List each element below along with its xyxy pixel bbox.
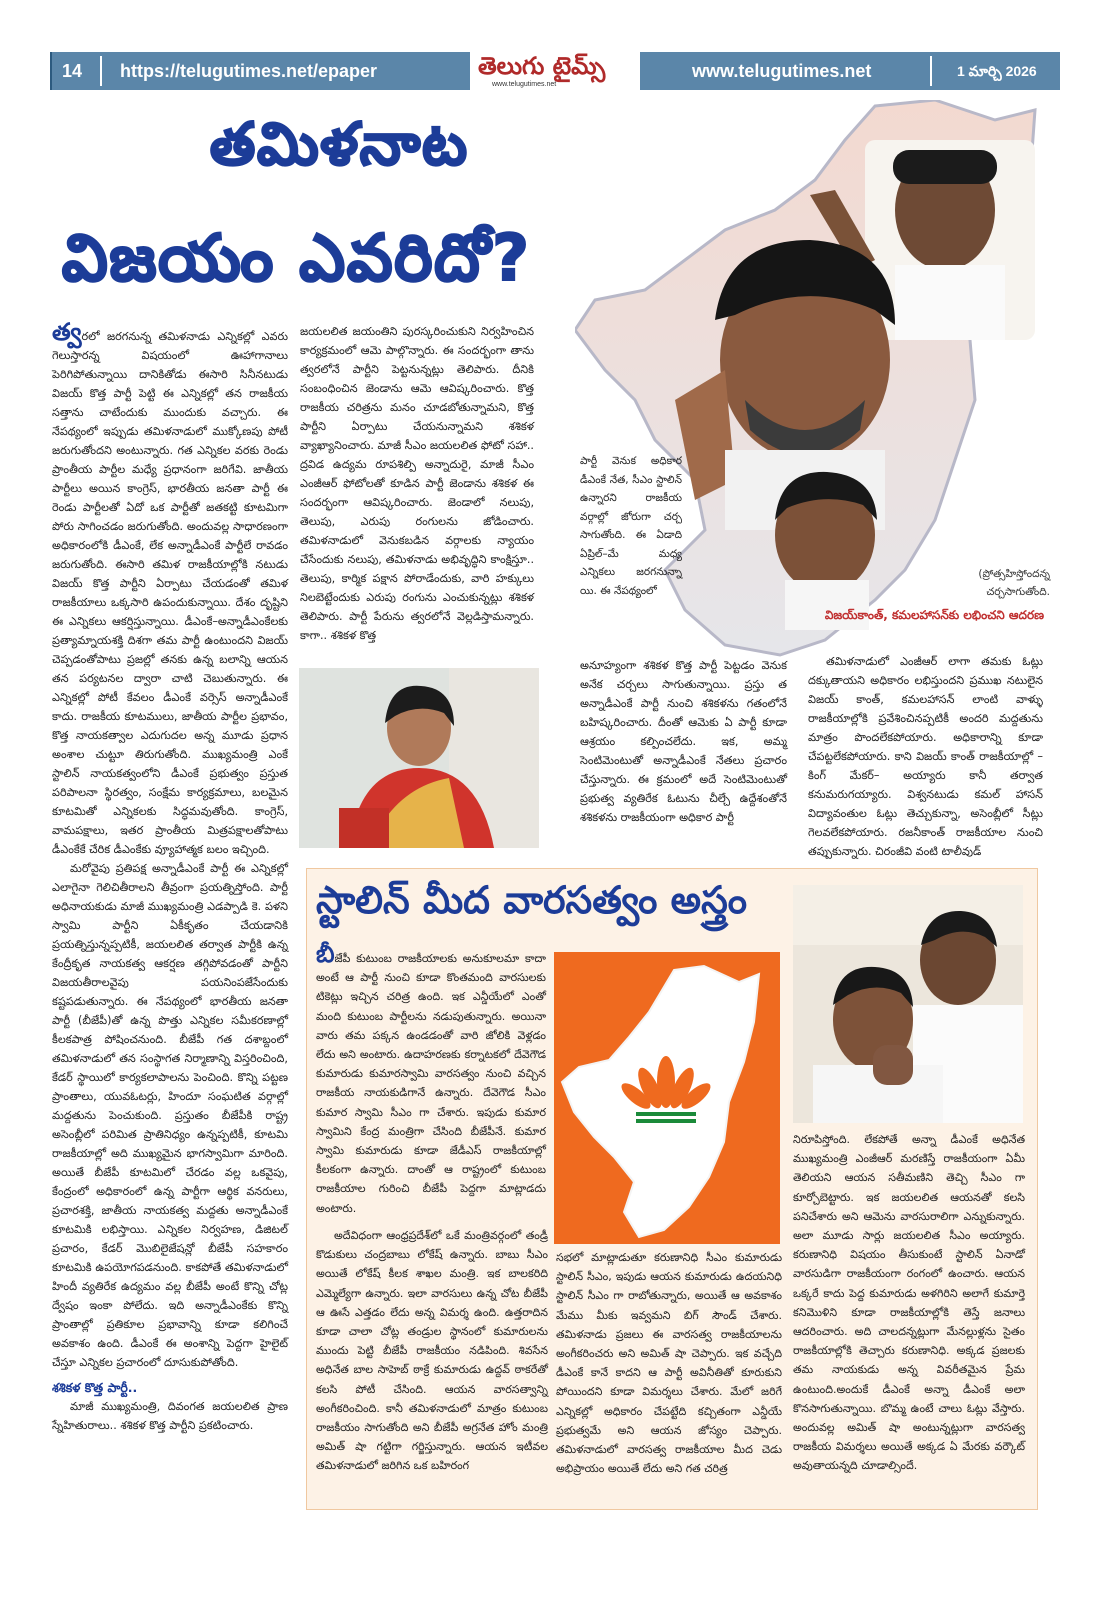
article-column-4 [808,652,1043,861]
photo-sasikala [299,668,539,848]
bjp-map-graphic [554,952,780,1244]
header-separator [930,56,932,86]
article-column-3-top [580,452,682,600]
paragraph: జయలలిత జయంతిని పురస్కరించుకుని నిర్వహించిన కార్యక్రమంలో ఆమె పాల్గొన్నారు. ఈ సందర్భంగా తాను త్వరలోనే పార్టీని పెట్టనున్నట్లు తెలిపారు. దీనికి సంబంధించిన జెండాను ఆమె ఆవిష్కరించారు. కొత్త రాజకీయ చరిత్రను మనం చూడబోతున్నామని, కొత్త పార్టీని ఏర్పాటు చేయనున్నామని శశికళ వ్యాఖ్యానించారు. మాజీ సీఎం జయలలిత ఫోటో సహా.. ద్రవిడ ఉద్యమ రూపశిల్పి అన్నాదురై, మాజీ సీఎం ఎంజీఆర్‌ ఫోటోలతో కూడిన పార్టీ జెండాను శశికళ ఈ సందర్భంగా ఆవిష్కరించారు. జెండాలో నలుపు, తెలుపు, ఎరుపు రంగులను జోడించారు. తమిళనాడులో వెనుకబడిన వర్గాలకు న్యాయం చేసేందుకు నలుపు, తమిళనాడు అభివృద్ధిని కాంక్షిస్తూ.. తెలుపు, కార్మిక పక్షాన పోరాడేందుకు, వారి హక్కులు నిలబెట్టేందుకు ఎరుపు రంగును ఎంచుకున్నట్లు శశికళ తెలిపారు. పార్టీ పేరును త్వరలోనే వెల్లడిస్తామన్నారు. కాగా.. శశికళ కొత్త [300,325,534,642]
page-number: 14 [62,61,83,81]
site-link[interactable]: www.telugutimes.net [692,61,872,81]
headline-line-2: విజయం ఎవరిదో? [62,222,532,296]
header-bar [52,52,1060,90]
sidebar-column-2 [556,1248,782,1478]
paragraph: రలో జరగనున్న తమిళనాడు ఎన్నికల్లో ఎవరు గెలుస్తారన్న విషయంలో ఊహాగానాలు పెరిగిపోతున్నాయి దానికితోడు ఈసారి సినీనటుడు విజయ్‌ కొత్త పార్టీ పెట్టి ఈ ఎన్నికల్లో తన రాజకీయ సత్తాను చాటేందుకు ముందుకు వచ్చారు. ఈ నేపథ్యంలో ఇప్పుడు తమిళనాడులో ముక్కోణపు పోటీ జరుగుతోందని అంటున్నారు. గత ఎన్నికల వరకు రెండు ప్రాంతీయ పార్టీల మధ్యే ప్రధానంగా జరిగేవి. జాతీయ పార్టీలు అయిన కాంగ్రెస్‌, భారతీయ జనతా పార్టీ ఈ రెండు పార్టీలతో ఏదో ఒక పార్టీతో జతకట్టి కూటమిగా పోరు సాగించడం జరుగుతోంది. అందువల్ల సాధారణంగా అధికారంలోకి డీఎంకే, లేక అన్నాడీఎంకే పార్టీలే రావడం జరుగుతోంది. ఈసారి తమిళ రాజకీయాల్లోకి నటుడు విజయ్‌ కొత్త పార్టీని ఏర్పాటు చేయడంతో తమిళ రాజకీయాలు ఒక్కసారి ఉపందుకున్నాయి. దేశం దృష్టిని ఈ ఎన్నికలు ఆకర్షిస్తున్నాయి. డీఎంకే–అన్నాడీఎంకేలకు ప్రత్యామ్నాయశక్తి దిశగా తమ పార్టీ ఉంటుందని విజయ్‌ చెప్పడంతోపాటు ప్రజల్లో తనకు ఉన్న బలాన్ని ఆయన తన పర్యటనల ద్వారా చాటి చెబుతున్నారు. ఈ ఎన్నికల్లో పోటీ కేవలం డీఎంకే వర్సెస్‌ అన్నాడీఎంకే కాదు. రాజకీయ కూటములు, జాతీయ పార్టీల ప్రభావం, కొత్త నాయకత్వాల ఎదుగుదల అన్న మూడు ప్రధాన అంశాల చుట్టూ తిరుగుతోంది. ముఖ్యమంత్రి ఎంకే స్టాలిన్‌ నాయకత్వంలోని డీఎంకే ప్రభుత్వం ప్రస్తుత పరిపాలనా స్థిరత్వం, సంక్షేమ కార్యక్రమాలు, బలమైన కూటమితో ఎన్నికలకు సిద్ధమవుతోంది. కాంగ్రెస్‌, వామపక్షాలు, ఇతర ప్రాంతీయ మిత్రపక్షాలతోపాటు డీఎంకేకే చేరిక డీఎంకేకు వ్యూహాత్మక బలం ఇచ్చింది. [52,330,288,856]
paragraph: మరోవైపు ప్రతిపక్ష అన్నాడీఎంకే పార్టీ ఈ ఎన్నికల్లో ఎలాగైనా గెలిచితీరాలని తీవ్రంగా ప్రయత్నిస్తోంది. పార్టీ అధినాయకుడు మాజీ ముఖ్యమంత్రి ఎడప్పాడి కె. పళని స్వామి పార్టీని ఏకీకృతం చేయడానికి ప్రయత్నిస్తున్నప్పటికీ, జయలలిత తర్వాత పార్టీకి ఉన్న కేంద్రీకృత నాయకత్వ ఆకర్షణ తగ్గిపోవడంతో పార్టీని విజయతీరాలవైపు పయనింపజేసేందుకు కష్టపడుతున్నారు. ఈ నేపథ్యంలో భారతీయ జనతా పార్టీ (బీజేపీ)తో ఉన్న పొత్తు ఎన్నికల సమీకరణాల్లో కీలకపాత్ర పోషించనుంది. బీజేపీ గత దశాబ్దంలో తమిళనాడులో తన సంస్థాగత నిర్మాణాన్ని విస్తరించింది, కేడర్‌ స్థాయిలో కార్యకలాపాలను పెంచింది. కొన్ని పట్టణ ప్రాంతాలు, యువఓటర్లు, హిందూ సంఘటిత వర్గాల్లో మద్దతును పెంచుకుంది. ప్రస్తుతం బీజేపీకి రాష్ట్ర అసెంబ్లీలో పరిమిత ప్రాతినిధ్యం ఉన్నప్పటికీ, కూటమి రాజకీయాల్లో అది ముఖ్యమైన భాగస్వామిగా మారింది. అయితే బీజేపీ కూటమిలో చేరడం వల్ల ఒకవైపు, కేంద్రంలో అధికారంలో ఉన్న పార్టీగా ఆర్థిక వనరులు, ప్రచారశక్తి, జాతీయ నాయకత్వ మద్దతు అన్నాడీఎంకే కూటమికి లభిస్తాయి. ఎన్నికల నిర్వహణ, డిజిటల్‌ ప్రచారం, కేడర్‌ మొబిలైజేషన్లో బీజేపీ సహకారం కూటమికి ఉపయోగపడనుంది. కాకపోతే తమిళనాడులో హిందీ వ్యతిరేక ఉద్యమం వల్ల బీజేపీ అంటే కొన్ని చోట్ల ద్వేషం ఇంకా పోలేదు. ఇది అన్నాడీఎంకేకు కొన్ని ప్రాంతాల్లో ప్రతికూల ప్రభావాన్ని కూడా కలిగించే అవకాశం ఉంది. డీఎంకే ఈ అంశాన్ని పెద్దగా హైలైట్‌ చేస్తూ ఎన్నికల ప్రచారంలో దూసుకుపోతోంది. [52,862,288,1369]
subheading-vijaykanth: విజయ్‌కాంత్‌, కమలహాసన్‌కు లభించని ఆదరణ [824,608,1044,622]
article-column-3 [580,656,787,827]
dropcap: త్వ [52,318,82,346]
paragraph: జేపీ కుటుంబ రాజకీయాలకు అనుకూలమా కాదా అంటే ఆ పార్టీ నుంచి కూడా కొంతమంది వారసులకు టికెట్లు ఇచ్చిన చరిత్ర ఉంది. ఇక ఎన్డీయేలో ఎంతో మంది కుటుంబ పార్టీలను నడుపుతున్నారు. అయినా వారు తమ పక్కన ఉండడంతో వారి జోలికి వెళ్లడం లేదు అని అంటారు. ఉదాహరణకు కర్నాటకలో దేవెగౌడ కుమారుడు కుమారస్వామి వారసత్వం నుంచి వచ్చిన రాజకీయ నాయకుడిగానే ఉన్నారు. దేవెగౌడ సీఎం కుమార స్వామి సీఎం గా చేశారు. ఇపుడు కుమార స్వామిని కేంద్ర మంత్రిగా చేసింది బీజేపీనే. కుమార స్వామి కుమారుడు కూడా జేడీఎస్‌ రాజకీయాల్లో కీలకంగా ఉన్నారు. దాంతో ఆ రాష్ట్రంలో కుటుంబ రాజకీయాల గురించి బీజేపీ పెద్దగా మాట్లాడదు అంటారు. [316,952,546,1215]
paragraph: పార్టీ వెనుక అధికార డీఎంకే నేత, సీఎం స్టాలిన్‌ ఉన్నారని రాజకీయ వర్గాల్లో జోరుగా చర్చ సాగుతోంది. ఈ ఏడాది ఏప్రిల్‌–మే మధ్య ఎన్నికలు జరగనున్నా యి. ఈ నేపథ్యంలో [580,455,682,597]
sidebar-column-1-bottom [316,1226,548,1476]
sidebar-column-1 [316,940,546,1218]
headline-line-1: తమిళనాట [210,110,469,178]
logo[interactable] [470,48,640,94]
paragraph: అదేవిధంగా ఆంధ్రప్రదేశ్‌లో ఒకే మంత్రివర్గంలో తండ్రీ కొడుకులు చంద్రబాబు లోకేష్‌ ఉన్నారు. బాబు సీఎం అయితే లోకేష్‌ కీలక శాఖల మంత్రి. ఇక బాలకరిది ఎమ్మెల్యేగా ఉన్నారు. ఇలా వారసులు ఉన్న చోట బీజేపీ ఆ ఊసే ఎత్తడం లేదు అన్న విమర్శ ఉంది. ఉత్తరాదిన కూడా చాలా చోట్ల తండ్రుల స్థానంలో కుమారులను ముందు పెట్టి బీజేపీ రాజకీయం నడిపింది. శివసేన అధినేత బాల సాహెబ్‌ ఠాక్రే కుమారుడు ఉద్దవ్‌ ఠాకరేతో కలసి పోటీ చేసింది. ఆయన వారసత్వాన్ని అంగీకరించింది. కానీ తమిళనాడులో మాత్రం కుటుంబ రాజకీయం సాగుతోంది అని బీజేపీ అగ్రనేత హోం మంత్రి అమిత్‌ షా గట్టిగా గర్జిస్తున్నారు. ఆయన ఇటీవల తమిళనాడులో జరిగిన ఒక బహిరంగ [316,1229,548,1473]
issue-date: 1 మార్చి 2026 [957,63,1037,79]
paragraph: అనూహ్యంగా శశికళ కొత్త పార్టీ పెట్టడం వెనుక అనేక చర్చలు సాగుతున్నాయి. ప్రస్తు త అన్నాడీఎంకే పార్టీ నుంచి శశికళను గతంలోనే బహిష్కరించారు. దీంతో ఆమెకు ఏ పార్టీ కూడా ఆశ్రయం కల్పించలేదు. ఇక, అమ్మ సెంటిమెంటుతో అన్నాడీఎంకే నేతలు ప్రచారం చేస్తున్నారు. ఈ క్రమంలో అదే సెంటిమెంటుతో ప్రభుత్వ వ్యతిరేక ఓటును చీల్చే ఉద్దేశంతోనే శశికళను రాజకీయంగా అధికార పార్టీ [580,659,787,824]
logo-text: తెలుగు టైమ్స్ [478,52,606,80]
article-column-1 [52,318,288,1435]
paragraph: మాజీ ముఖ్యమంత్రి, దివంగత జయలలిత ప్రాణ స్నేహితురాలు.. శశికళ కొత్త పార్టీని ప్రకటించారు. [52,1400,288,1432]
sidebar-column-3 [793,1130,1025,1476]
sidebar-article-title: స్టాలిన్‌ మీద వారసత్వం అస్త్రం [316,878,748,922]
caption: (ప్రోత్సహిస్తోందన్న చర్చసాగుతోంది. [978,568,1050,598]
logo-subtext: www.telugutimes.net [492,81,557,88]
subheading-sasikala: శశికళ కొత్త పార్టీ.. [52,1380,138,1395]
article-column-2 [300,322,534,645]
paragraph: నిరూపిస్తోంది. లేకపోతే అన్నా డీఎంకే అధినేత ముఖ్యమంత్రి ఎంజీఆర్‌ మరణిస్తే రాజకీయంగా ఏమీ తెలియని ఆయన సతీమణిని తెచ్చి సీఎం గా కూర్చోబెట్టారు. ఇక జయలలిత ఆయనతో కలసి పనిచేశారు అని ఆమెను వారసురాలిగా ఎన్నుకున్నారు. అలా మూడు సార్లు జయలలిత సీఎం అయ్యారు. కరుణానిధి విషయం తీసుకుంటే స్టాలిన్‌ ఏనాడో వారసుడిగా రాజకీయంగా రంగంలో ఉంచారు. ఆయన ఒక్కరే కాదు పెద్ద కుమారుడు అళగిరిని అలాగే కుమార్తె కనిమొళిని కూడా రాజకీయాల్లోకి తెస్తే జనాలు ఆదరించారు. అది చాలదన్నట్లుగా మేనల్లుళ్లను సైతం రాజకీయాల్లోకి తెచ్చారు కరుణానిధి. అక్కడ ప్రజలకు తమ నాయకుడు అన్న వివరీతమైన ప్రేమ ఉంటుంది.అందుకే డీఎంకే అన్నా డీఎంకే అలా కొనసాగుతున్నాయి. బొమ్మ ఉంటే చాలు ఓట్లు వేస్తారు. అందువల్ల అమిత్‌ షా అంటున్నట్లుగా వారసత్వ రాజకీయ విమర్శలు అయితే అక్కడ ఏ మేరకు వర్కౌట్‌ అవుతాయన్నది చూడాల్సిందే. [793,1133,1025,1473]
dropcap: బీ [316,940,335,968]
epaper-link[interactable]: https://telugutimes.net/epaper [120,61,378,81]
photo-stalin-udhayanidhi [793,885,1023,1123]
header-separator [100,56,102,86]
paragraph: తమిళనాడులో ఎంజీఆర్‌ లాగా తమకు ఓట్లు దక్కుతాయని అధికారం లభిస్తుందని ప్రముఖ నటులైన విజయ్‌ కాంత్‌, కమలహాసన్‌ లాంటి వాళ్ళు రాజకీయాల్లోకి ప్రవేశించినప్పటికీ అందరి మద్దతును మాత్రం పొందలేకపోయారు. అధికారాన్ని కూడా చేపట్టలేకపోయారు. కాని విజయ్‌ కాంత్‌ రాజకీయాల్లో –కింగ్‌ మేకర్‌– అయ్యారు కానీ తర్వాత కనుమరుగయ్యారు. విశ్వనటుడు కమల్‌ హాసన్‌ విద్యావంతుల ఓట్లు తెచ్చుకున్నా, అసెంబ్లీలో సీట్లు గెలవలేకపోయారు. రజనీకాంత్‌ రాజకీయాల నుంచి తప్పుకున్నారు. చిరంజీవి వంటి టాలీవుడ్‌ [808,655,1043,858]
paragraph: సభలో మాట్లాడుతూ కరుణానిధి సీఎం కుమారుడు స్టాలిన్‌ సీఎం, ఇపుడు ఆయన కుమారుడు ఉదయనిధి స్టాలిన్‌ సీఎం గా రాబోతున్నారు, అయితే ఆ అవకాశం మేము మీకు ఇవ్వమని బిగ్‌ సౌండ్‌ చేశారు. తమిళనాడు ప్రజలు ఈ వారసత్వ రాజకీయాలను అంగీకరించరు అని అమిత్‌ షా చెప్పారు. ఇక వచ్చేది డీఎంకే కానే కాదని ఆ పార్టీ అవినీతితో కూరుకుని పోయిందని కూడా విమర్శలు చేశారు. మేలో జరిగే ఎన్నికల్లో అధికారం చేపట్టేది కచ్చితంగా ఎన్డీయే ప్రభుత్వమే అని ఆయన జోస్యం చెప్పారు. తమిళనాడులో వారసత్వ రాజకీయాల మీద చెడు అభిప్రాయం అయితే లేదు అని గత చరిత్ర [556,1251,782,1476]
